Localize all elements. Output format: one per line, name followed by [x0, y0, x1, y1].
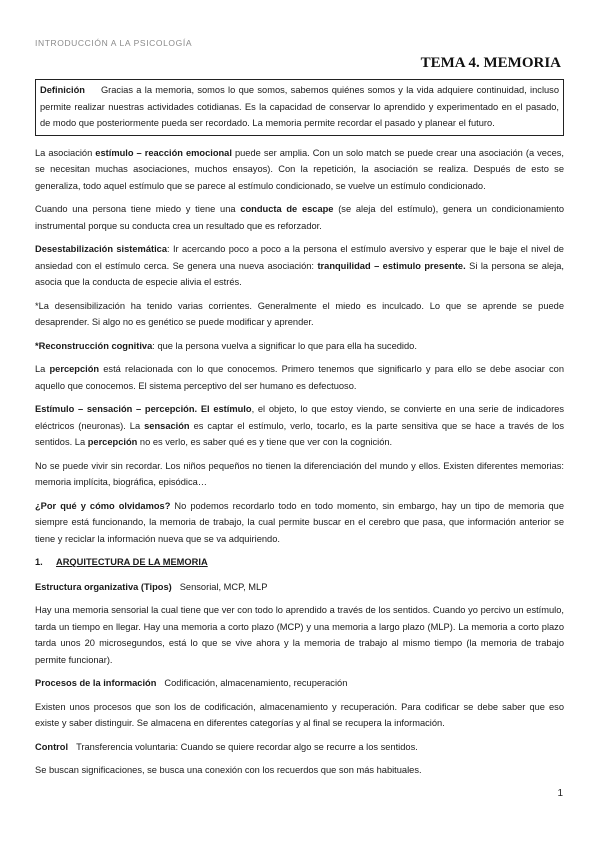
- subheading-line: [35, 739, 564, 756]
- paragraph: [35, 241, 564, 291]
- text-run: puede ser amplia. Con un solo match se puede crear una asociación (a veces, se necesitan muchas asociaciones, muchos ensayos). Con la repetición, la asociación se realiza. Después de esto se generaliza, todo aquel estímulo que se parece al estímulo condicionado, se vuelve un estímulo condicionado.: [35, 147, 565, 191]
- bold-term: ¿Por qué y cómo olvidamos?: [35, 500, 171, 511]
- paragraph: [35, 498, 564, 548]
- section-number: 1.: [35, 557, 43, 567]
- paragraph: Hay una memoria sensorial la cual tiene que ver con todo lo aprendido a través de los sentidos. Cuando yo percivo un estímulo, tarda un tiempo en llegar. Hay una memoria a corto plazo (MCP) y una memoria a largo plazo (MLP). La memoria a corto plazo tarda unos 20 microsegundos, está lo que se vive ahora y la memoria de trabajo al mismo tiempo (la memoria de trabajo permite funcionar).: [35, 605, 564, 665]
- subheading-text: Sensorial, MCP, MLP: [179, 581, 268, 592]
- text-run: Cuando una persona tiene miedo y tiene una: [35, 204, 241, 214]
- text-run: : que la persona vuelva a significar lo que para ella ha sucedido.: [152, 340, 417, 351]
- bold-term: Estímulo – sensación – percepción.: [35, 404, 198, 414]
- section-heading: [35, 554, 564, 571]
- paragraph: [35, 401, 564, 451]
- definition-label: Definición: [40, 85, 85, 95]
- definition-box: [35, 79, 564, 136]
- bold-term: percepción: [49, 364, 100, 374]
- text-run: La: [35, 364, 50, 374]
- bold-term: estímulo – reacción emocional: [95, 147, 232, 158]
- bold-term: sensación: [144, 420, 190, 431]
- text-run: está relacionada con lo que conocemos. Primero tenemos que significarlo y para ello se debe asociar con aquello que conocemos. El sistema perceptivo del ser humano es defectuoso.: [35, 364, 564, 391]
- course-header: INTRODUCCIÓN A LA PSICOLOGÍA: [35, 38, 193, 48]
- text-run: es captar el estímulo, verlo, tocarlo, es la parte sensitiva que se hace a través de los sentidos. La: [35, 420, 564, 447]
- paragraph: Se buscan significaciones, se busca una conexión con los recuerdos que son más habituales.: [35, 765, 422, 775]
- bold-term: El estímulo: [200, 404, 252, 414]
- bold-term: Desestabilización sistemática: [35, 244, 168, 254]
- paragraph: [35, 201, 564, 234]
- subheading-text: Transferencia voluntaria: Cuando se quiere recordar algo se recurre a los sentidos.: [76, 741, 418, 752]
- bold-term: *Reconstrucción cognitiva: [35, 340, 153, 351]
- paragraph: [35, 361, 564, 394]
- bold-term: conducta de escape: [240, 204, 334, 214]
- subheading-line: [35, 579, 564, 596]
- text-run: : Ir acercando poco a poco a la persona el estímulo aversivo y esperar que le baje el nivel de ansiedad con el estímulo cerca. Se genera una nueva asociación:: [35, 244, 564, 271]
- text-run: La asociación: [35, 147, 96, 158]
- text-run: , el objeto, lo que estoy viendo, se convierte en una serie de indicadores eléctricos (neuronas). La: [35, 404, 564, 431]
- subheading-line: [35, 675, 564, 692]
- text-run: Si la persona se aleja, asocia que la conducta de especie alivia el estrés.: [35, 260, 565, 287]
- subheading-text: Codificación, almacenamiento, recuperación: [164, 678, 348, 688]
- bold-term: percepción: [87, 437, 138, 447]
- paragraph: [35, 338, 564, 355]
- page-number: 1: [557, 788, 563, 799]
- document-body: [35, 79, 564, 786]
- subheading-label: Procesos de la información: [35, 678, 157, 688]
- bold-term: tranquilidad – estimulo presente.: [317, 260, 466, 271]
- subheading-label: Control: [35, 741, 69, 752]
- text-run: (se aleja del estímulo), genera un condicionamiento instrumental porque su conducta crea un resultado que es reforzador.: [35, 204, 565, 231]
- paragraph: [35, 145, 564, 195]
- text-run: No podemos recordarlo todo en todo momento, sin embargo, hay un tipo de memoria que siempre está funcionando, la memoria de trabajo, la cual permite buscar en el cerebro que pasa, que información anterior se tiene y reciclar la información nueva que se va adquiriendo.: [35, 500, 564, 544]
- definition-text: Gracias a la memoria, somos lo que somos, sabemos quiénes somos y la vida adquiere continuidad, incluso permite realizar nuestras actividades cotidianas. Es la capacidad de conservar lo aprendido y experimentado en el pasado, de modo que posteriormente pueda ser recordado. La memoria permite recordar el pasado y planear el futuro.: [40, 85, 559, 128]
- subheading-label: Estructura organizativa (Tipos): [35, 581, 172, 592]
- page-title: TEMA 4. MEMORIA: [420, 55, 561, 71]
- text-run: no es verlo, es saber qué es y tiene que ver con la cognición.: [137, 437, 393, 447]
- paragraph: Existen unos procesos que son los de codificación, almacenamiento y recuperación. Para codificar se debe saber que eso existe y saber distinguir. Se almacena en diferentes categorías y al final se recupera la información.: [35, 701, 564, 728]
- paragraph: *La desensibilización ha tenido varias corrientes. Generalmente el miedo es inculcado. Lo que se aprende se puede desaprender. Si algo no es genético se puede modificar y aprender.: [35, 300, 564, 327]
- section-title: ARQUITECTURA DE LA MEMORIA: [56, 557, 208, 567]
- paragraph: No se puede vivir sin recordar. Los niños pequeños no tienen la diferenciación del mundo y ellos. Existen diferentes memorias: memoria implícita, biográfica, episódica…: [35, 460, 564, 487]
